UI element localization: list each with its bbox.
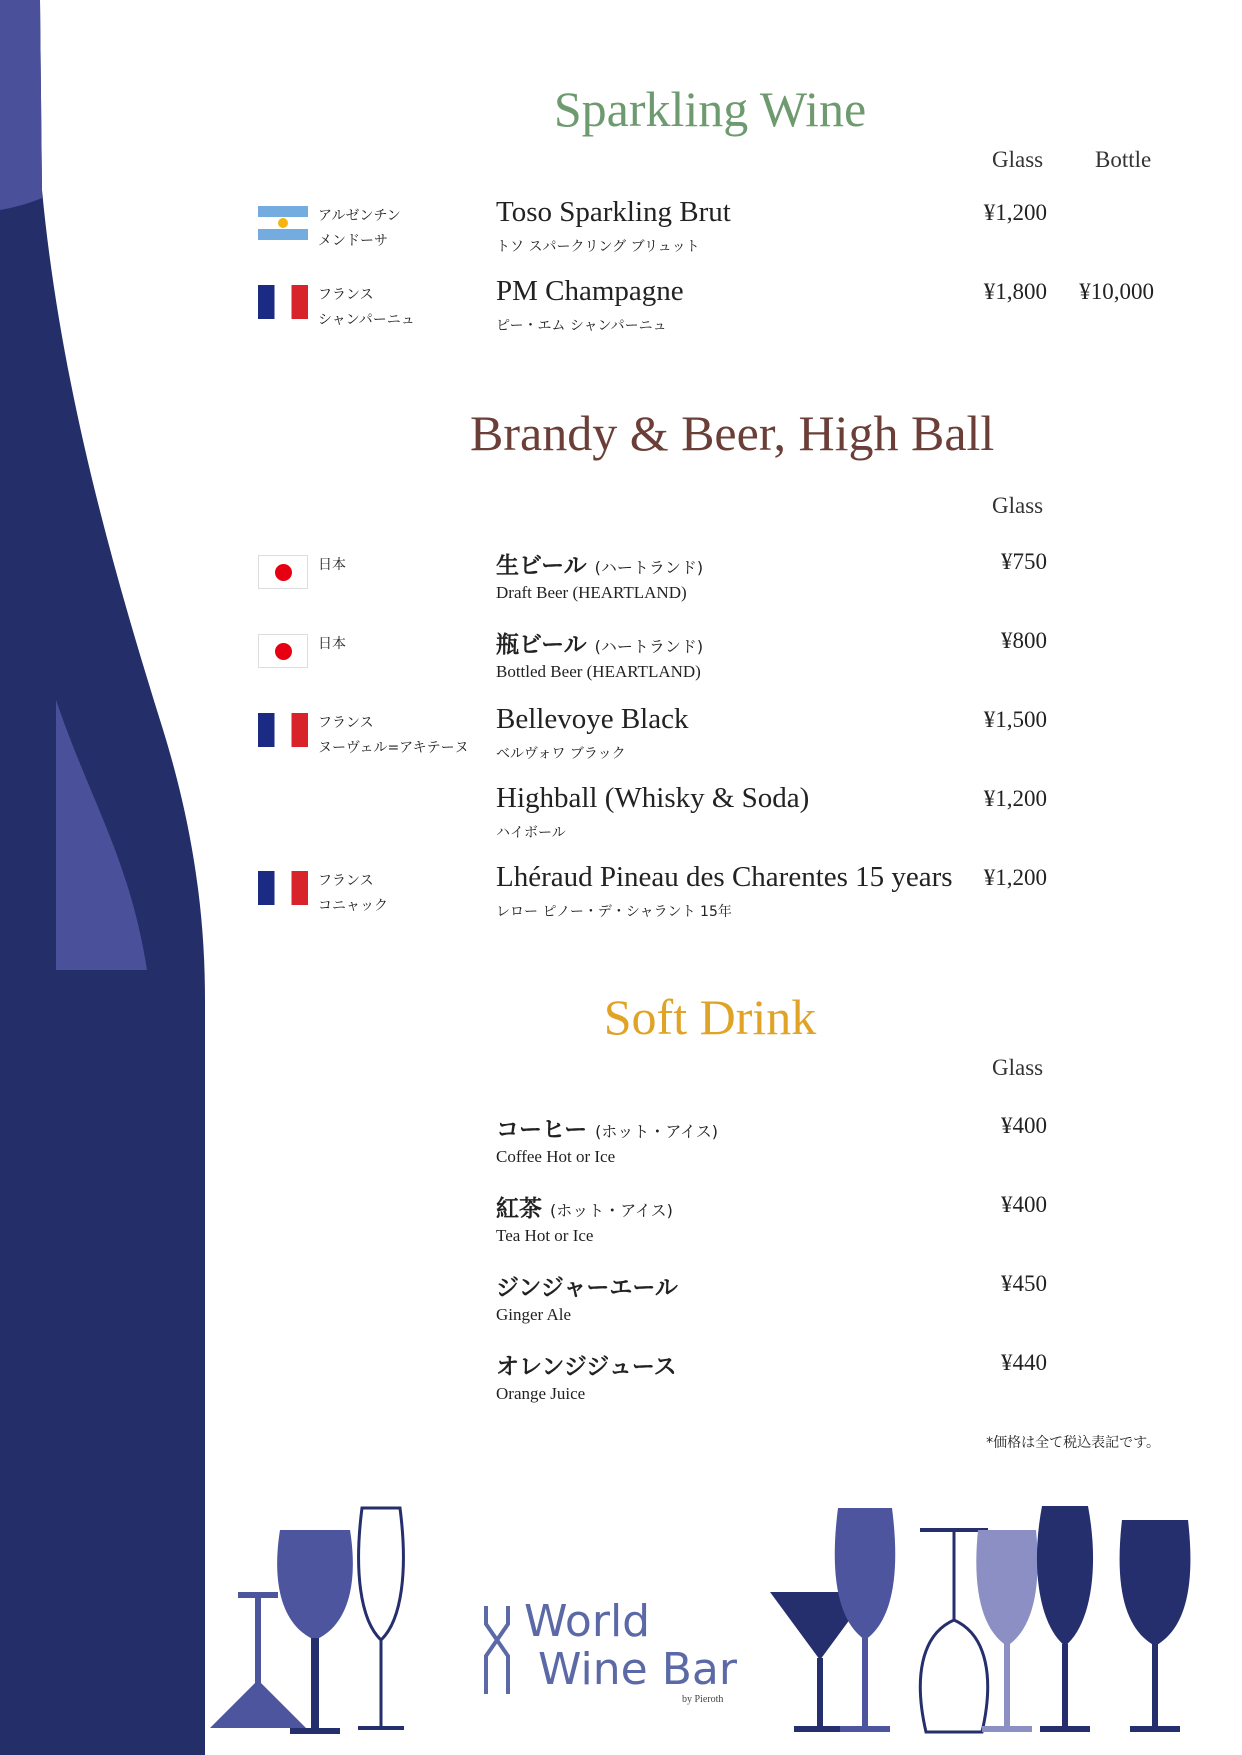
item-subtitle: ピー・エム シャンパーニュ (496, 318, 667, 334)
item-name: 紅茶 (ホット・アイス) (496, 1196, 673, 1222)
logo-line2: Wine Bar (538, 1644, 737, 1695)
glass-price: ¥1,200 (983, 786, 1047, 811)
tax-footnote: *価格は全て税込表記です。 (986, 1435, 1160, 1451)
menu-item (0, 1194, 1242, 1264)
item-name: Bellevoye Black (496, 703, 689, 735)
item-subtitle: レロー ピノー・デ・シャラント 15年 (496, 904, 732, 920)
brandy-beer-title: Brandy & Beer, High Ball (470, 405, 995, 461)
glass-price: ¥800 (1001, 628, 1047, 653)
glass-price: ¥750 (1001, 549, 1047, 574)
item-name: 瓶ビール (ハートランド) (496, 632, 704, 658)
france-flag-icon (258, 713, 308, 747)
item-subtitle: Orange Juice (496, 1384, 586, 1403)
item-subtitle: Ginger Ale (496, 1305, 572, 1324)
menu-item (0, 782, 1242, 858)
item-subtitle: Draft Beer (HEARTLAND) (496, 583, 687, 602)
glass-price: ¥1,500 (983, 707, 1047, 732)
item-origin: 日本 (318, 636, 346, 652)
wine-glasses-left-illustration (210, 1500, 440, 1750)
item-name: コーヒー (ホット・アイス) (496, 1117, 718, 1143)
menu-item (0, 196, 1242, 272)
glass-price: ¥1,800 (983, 279, 1047, 304)
france-flag-icon (258, 285, 308, 319)
item-origin: フランス コニャック (318, 873, 388, 914)
brandy-glass-header: Glass (992, 493, 1044, 518)
soft-drink-title: Soft Drink (603, 989, 817, 1045)
sparkling-bottle-header: Bottle (1095, 147, 1152, 172)
item-subtitle: ベルヴォワ ブラック (496, 746, 626, 762)
japan-flag-icon (258, 634, 308, 668)
sparkling-wine-title: Sparkling Wine (553, 81, 867, 137)
wine-glasses-right-illustration (770, 1500, 1210, 1750)
logo-mark-icon (482, 1606, 512, 1696)
glass-price: ¥400 (1001, 1192, 1047, 1217)
glass-price: ¥440 (1001, 1350, 1047, 1375)
item-name: Lhéraud Pineau des Charentes 15 years (496, 861, 953, 893)
logo-line1: World (524, 1596, 651, 1647)
sparkling-glass-header: Glass (992, 147, 1044, 172)
menu-item (0, 551, 1242, 621)
japan-flag-icon (258, 555, 308, 589)
item-origin: フランス シャンパーニュ (318, 287, 415, 328)
france-flag-icon (258, 871, 308, 905)
item-name: Toso Sparkling Brut (496, 196, 731, 228)
item-name: Highball (Whisky & Soda) (496, 782, 810, 814)
menu-item (0, 275, 1242, 351)
argentina-flag-icon (258, 206, 308, 240)
menu-item (0, 1352, 1242, 1422)
item-name: PM Champagne (496, 275, 684, 307)
item-subtitle: Bottled Beer (HEARTLAND) (496, 662, 701, 681)
item-subtitle: Coffee Hot or Ice (496, 1147, 616, 1166)
menu-item (0, 703, 1242, 779)
item-name: 生ビール (ハートランド) (496, 553, 704, 579)
item-origin: アルゼンチン メンドーサ (318, 208, 401, 249)
item-subtitle: Tea Hot or Ice (496, 1226, 594, 1245)
menu-item (0, 1115, 1242, 1185)
glass-price: ¥1,200 (983, 200, 1047, 225)
bottle-price: ¥10,000 (1079, 279, 1154, 304)
glass-price: ¥1,200 (983, 865, 1047, 890)
logo-by: by Pieroth (682, 1694, 724, 1705)
item-subtitle: トソ スパークリング ブリュット (496, 239, 700, 255)
item-name: ジンジャーエール (496, 1275, 678, 1301)
item-subtitle: ハイボール (496, 825, 566, 841)
menu-item (0, 630, 1242, 700)
menu-item (0, 861, 1242, 937)
glass-price: ¥450 (1001, 1271, 1047, 1296)
item-name: オレンジジュース (496, 1354, 677, 1380)
world-wine-bar-logo (482, 1596, 737, 1706)
item-origin: 日本 (318, 557, 346, 573)
menu-item (0, 1273, 1242, 1343)
glass-price: ¥400 (1001, 1113, 1047, 1138)
soft-glass-header: Glass (992, 1055, 1044, 1080)
item-origin: フランス ヌーヴェル=アキテーヌ (318, 715, 469, 756)
